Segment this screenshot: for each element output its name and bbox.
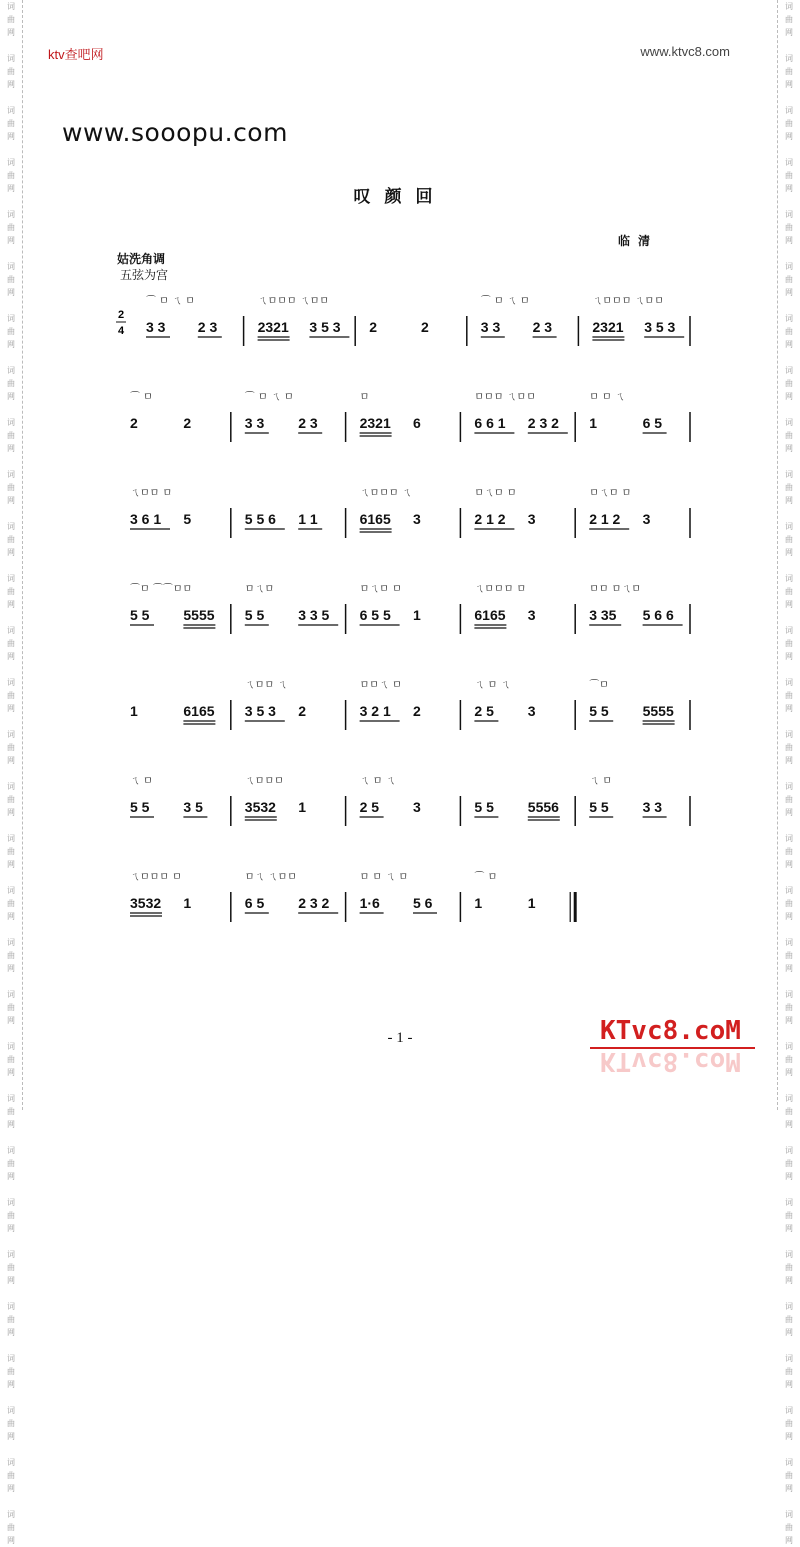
tab-marks: ㄟ ㅁ xyxy=(130,776,153,787)
note-group: 5 5 xyxy=(244,607,265,623)
tab-marks: ㄟㅁㅁ ㅁ xyxy=(130,488,173,499)
note-group: 3 xyxy=(527,703,536,719)
note-group: 6 6 1 xyxy=(474,415,506,431)
note-group: 5555 xyxy=(642,703,674,719)
note-group: 3 5 3 xyxy=(644,319,676,335)
note-group: 6 5 5 xyxy=(359,607,391,623)
note-group: 2321 xyxy=(592,319,624,335)
note-group: 6165 xyxy=(474,607,506,623)
mode-label: 五弦为宫 xyxy=(120,268,169,282)
right-margin-text: 词 曲 网 词 曲 网 词 曲 网 词 曲 网 词 曲 网 词 曲 网 词 曲 网 词 曲 网 词 曲 网 词 曲 网 词 曲 网 词 曲 网 词 曲 网 词 曲 网 词 曲 网 词 曲 网 词 曲 网 词 曲 网 词 曲 网 词 曲 网 词 曲 网 词 曲 网 词 曲 网 词 曲 网 词 曲 网 词 曲 网 词 曲 网 词 曲 网 词 曲 网 词 曲 网 xyxy=(785,2,793,1545)
note-group: 5 5 xyxy=(589,703,609,719)
note-group: 6 5 xyxy=(244,895,265,911)
note-group: 5 5 xyxy=(474,799,494,815)
header-site-right[interactable]: www.ktvc8.com xyxy=(640,44,730,59)
note-group: 3 3 xyxy=(146,319,166,335)
header-site-left[interactable]: ktv查吧网 xyxy=(48,47,104,62)
tab-marks: ㅁㄟㅁ xyxy=(244,584,275,595)
note-group: 2321 xyxy=(359,415,391,431)
note-group: 2 3 2 xyxy=(298,895,330,911)
note-group: 2 1 2 xyxy=(474,511,506,527)
tab-marks: ㅁ ㅁ ㄟ ㅁ xyxy=(359,872,409,883)
note-group: 2 3 xyxy=(532,319,553,335)
note-group: 5556 xyxy=(527,799,559,815)
note-group: 3532 xyxy=(130,895,162,911)
tab-marks: ⌒ ㅁ ㄟ ㅁ xyxy=(244,392,294,403)
note-group: 1 xyxy=(589,415,597,431)
time-signature-top: 2 xyxy=(117,309,125,321)
note-group: 5 6 6 xyxy=(642,607,674,623)
tab-marks: ㄟㅁㅁㅁ ㅁ xyxy=(474,584,527,595)
tab-marks: ㅁ ㅁ ㄟ xyxy=(589,392,625,403)
left-margin-text: 词 曲 网 词 曲 网 词 曲 网 词 曲 网 词 曲 网 词 曲 网 词 曲 网 词 曲 网 词 曲 网 词 曲 网 词 曲 网 词 曲 网 词 曲 网 词 曲 网 词 曲 网 词 曲 网 词 曲 网 词 曲 网 词 曲 网 词 曲 网 词 曲 网 词 曲 网 词 曲 网 词 曲 网 词 曲 网 词 曲 网 词 曲 网 词 曲 网 词 曲 网 词 曲 网 xyxy=(7,2,15,1545)
key-label: 姑洗角调 xyxy=(117,252,166,266)
tab-marks: ⌒ㅁ ⌒⌒ㅁㅁ xyxy=(130,584,193,595)
tab-marks: ㅁㄟㅁ ㅁ xyxy=(474,488,517,499)
tab-marks: ㄟ ㅁ ㄟ xyxy=(474,680,511,691)
note-group: 3 6 1 xyxy=(130,511,162,527)
note-group: 6165 xyxy=(183,703,215,719)
tab-marks: ⌒ ㅁ xyxy=(130,392,153,403)
note-group: 1 xyxy=(130,703,138,719)
note-group: 5 5 xyxy=(130,607,150,623)
tab-marks: ⌒ ㅁ ㄟ ㅁ xyxy=(146,296,195,307)
tab-marks: ㄟㅁㅁㅁ xyxy=(244,776,284,787)
note-group: 5 5 xyxy=(130,799,150,815)
note-group: 3 35 xyxy=(589,607,617,623)
logo-reflection: KTvc8.coM xyxy=(600,1046,741,1076)
arranger-name: 临清 xyxy=(618,234,659,248)
logo-text: KTvc8.coM xyxy=(600,1016,741,1046)
note-group: 1 xyxy=(183,895,192,911)
note-group: 6165 xyxy=(359,511,391,527)
note-group: 1 xyxy=(527,895,536,911)
page-title: 叹颜回 xyxy=(353,187,447,207)
tab-marks: ㄟㅁㅁ ㄟ xyxy=(244,680,288,691)
tab-marks: ㄟㅁㅁㅁ ㅁ xyxy=(130,872,182,883)
tab-marks: ⌒ㅁ xyxy=(589,680,609,691)
note-group: 2 1 2 xyxy=(589,511,621,527)
note-group: 3 3 xyxy=(480,319,501,335)
note-group: 1·6 xyxy=(359,895,380,911)
note-group: 5 xyxy=(183,511,192,527)
tab-marks: ㅁㄟㅁ ㅁ xyxy=(589,488,632,499)
note-group: 1 xyxy=(413,607,421,623)
note-group: 3532 xyxy=(244,799,276,815)
note-group: 1 xyxy=(474,895,483,911)
note-group: 3 5 3 xyxy=(244,703,276,719)
note-group: 2 xyxy=(413,703,421,719)
note-group: 3 5 3 xyxy=(309,319,341,335)
note-group: 3 5 xyxy=(183,799,203,815)
note-group: 1 xyxy=(298,799,306,815)
note-group: 3 xyxy=(642,511,651,527)
note-group: 2 xyxy=(130,415,138,431)
note-group: 6 5 xyxy=(642,415,663,431)
tab-marks: ㅁㄟㅁ ㅁ xyxy=(359,584,402,595)
tab-marks: ㄟ ㅁ xyxy=(589,776,613,787)
note-group: 3 xyxy=(413,799,421,815)
tab-marks: ㄟ ㅁ ㄟ xyxy=(359,776,396,787)
note-group: 2 xyxy=(369,319,377,335)
note-group: 2321 xyxy=(257,319,289,335)
note-group: 3 3 xyxy=(244,415,265,431)
site-logo[interactable] xyxy=(590,1016,760,1086)
note-group: 1 1 xyxy=(298,511,318,527)
note-group: 5 5 xyxy=(589,799,609,815)
note-group: 5 5 6 xyxy=(244,511,276,527)
note-group: 5555 xyxy=(183,607,215,623)
note-group: 3 xyxy=(527,511,536,527)
note-group: 2 xyxy=(298,703,306,719)
note-group: 2 xyxy=(183,415,192,431)
note-group: 2 5 xyxy=(359,799,380,815)
tab-marks: ⌒ ㅁ xyxy=(474,872,498,883)
tab-marks: ㅁㅁ ㅁㄟㅁ xyxy=(589,584,642,595)
note-group: 3 xyxy=(527,607,536,623)
note-group: 3 2 1 xyxy=(359,703,391,719)
tab-marks: ㅁ xyxy=(359,392,370,403)
tab-marks: ㅁㅁㅁ ㄟㅁㅁ xyxy=(474,392,536,403)
note-group: 2 3 xyxy=(197,319,218,335)
note-group: 2 3 xyxy=(298,415,318,431)
note-group: 2 3 2 xyxy=(527,415,559,431)
time-signature-bottom: 4 xyxy=(117,325,125,337)
note-group: 3 3 5 xyxy=(298,607,330,623)
tab-marks: ⌒ ㅁ ㄟ ㅁ xyxy=(480,296,530,307)
page-number: - 1 - xyxy=(387,1030,413,1046)
tab-marks: ㅁㄟ ㄟㅁㅁ xyxy=(244,872,297,883)
tab-marks: ㄟㅁㅁㅁ ㄟㅁㅁ xyxy=(257,296,330,307)
tab-marks: ㅁㅁㄟ ㅁ xyxy=(359,680,402,691)
note-group: 2 5 xyxy=(474,703,494,719)
note-group: 6 xyxy=(413,415,421,431)
note-group: 2 xyxy=(421,319,429,335)
watermark-url: www.sooopu.com xyxy=(62,118,288,147)
tab-marks: ㄟㅁㅁㅁ ㄟ xyxy=(359,488,412,499)
tab-marks: ㄟㅁㅁㅁ ㄟㅁㅁ xyxy=(592,296,664,307)
note-group: 3 xyxy=(413,511,421,527)
note-group: 3 3 xyxy=(642,799,663,815)
note-group: 5 6 xyxy=(413,895,433,911)
